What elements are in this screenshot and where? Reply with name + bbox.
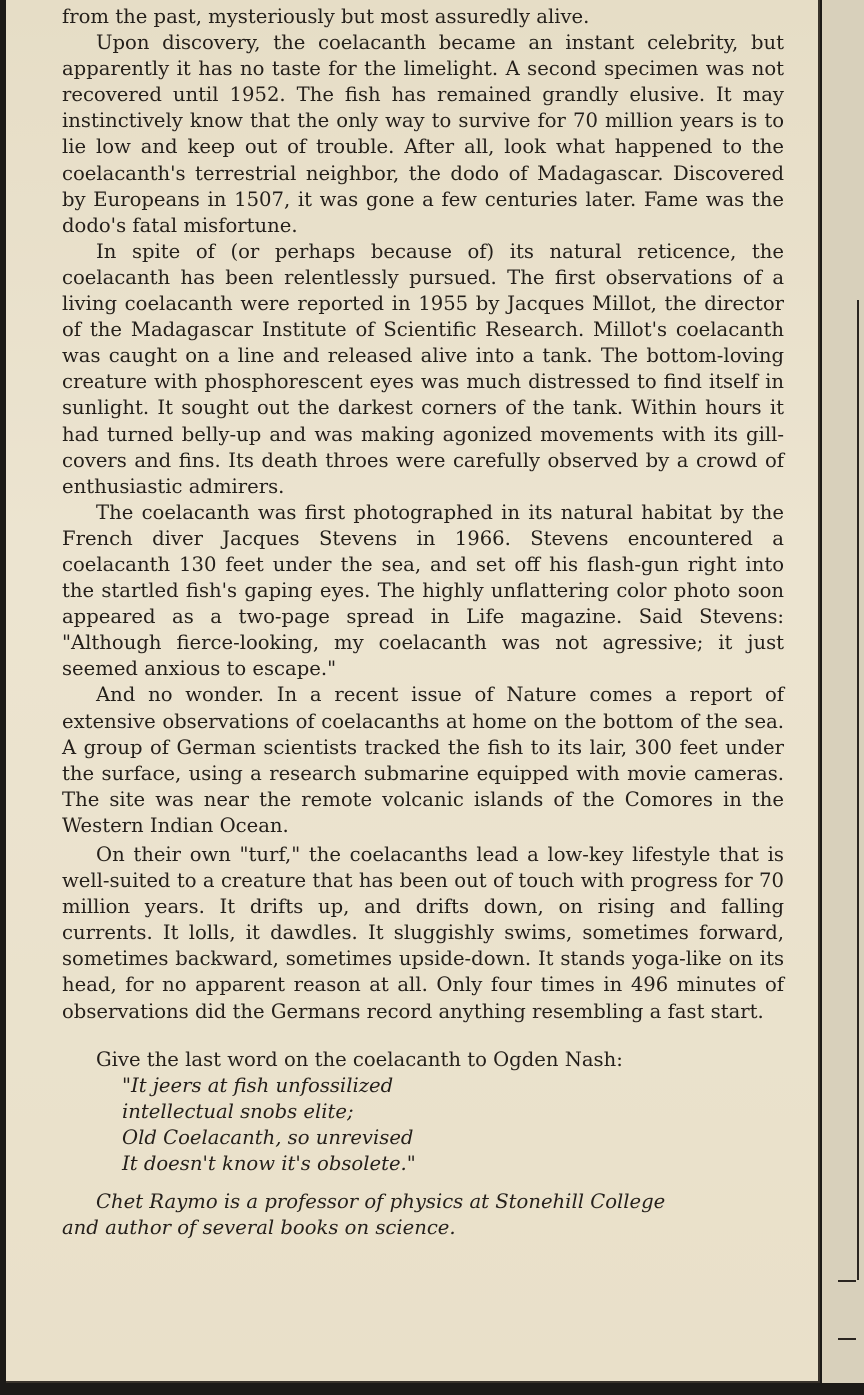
paragraph-pursued: In spite of (or perhaps because of) its natural reticence, the coelacanth has been relentlessly pursued. The first observations of a living coelacanth were reported in 1955 by Jacques Millot, the director of the Madagascar Institute of Scientific Research. Millot's coelacanth was caught on a line and released alive into a tank. The bottom-loving creature with phosphorescent eyes was much distressed to find itself in sunlight. It sought out the darkest corners of the tank. Within hours it had turned belly-up and was making agonized movements with its gill-covers and fins. Its death throes were carefully observed by a crowd of enthusiastic admirers. xyxy=(62,239,784,498)
article-body xyxy=(62,4,784,1241)
scan-background xyxy=(0,1383,864,1395)
poem-line: intellectual snobs elite; xyxy=(122,1099,354,1123)
column-rule xyxy=(857,300,859,1280)
poem-intro: Give the last word on the coelacanth to Ogden Nash: xyxy=(96,1047,623,1071)
paragraph-nature-report: And no wonder. In a recent issue of Nature comes a report of extensive observations of coelacanths at home on the bottom of the sea. A group of German scientists tracked the fish to its lair, 300 feet under the surface, using a research submarine equipped with movie cameras. The site was near the remote volcanic islands of the Comores in the Western Indian Ocean. xyxy=(62,683,784,837)
paragraph-lifestyle: On their own "turf," the coelacanths lead a low-key lifestyle that is well-suited to a creature that has been out of touch with progress for 70 million years. It drifts up, and drifts down, on rising and falling currents. It lolls, it dawdles. It sluggishly swims, sometimes forward, sometimes backward, sometimes upside-down. It stands yoga-like on its head, for no apparent reason at all. Only four times in 496 minutes of observations did the Germans record anything resembling a fast start. xyxy=(62,843,784,1023)
newspaper-clipping xyxy=(6,0,820,1383)
column-rule-mark xyxy=(838,1338,856,1340)
poem-line: It doesn't know it's obsolete." xyxy=(122,1152,416,1176)
paragraph-continued: from the past, mysteriously but most assuredly alive. xyxy=(62,5,590,28)
poem-line: "It jeers at fish unfossilized xyxy=(122,1073,394,1097)
byline-line-1: Chet Raymo is a professor of physics at Stonehill College xyxy=(96,1190,666,1214)
poem-line: Old Coelacanth, so unrevised xyxy=(122,1125,414,1149)
ogden-nash-poem xyxy=(96,1047,784,1177)
author-byline xyxy=(62,1189,784,1241)
paragraph-photographed: The coelacanth was first photographed in its natural habitat by the French diver Jacques Stevens in 1966. Stevens encountered a coelacanth 130 feet under the sea, and set off his flash-gun right into the startled fish's gaping eyes. The highly unflattering color photo soon appeared as a two-page spread in Life magazine. Said Stevens: "Although fierce-looking, my coelacanth was not agressive; it just seemed anxious to escape." xyxy=(62,500,784,681)
byline-line-2: and author of several books on science. xyxy=(62,1216,456,1240)
paragraph-discovery: Upon discovery, the coelacanth became an instant celebrity, but apparently it has no taste for the limelight. A second specimen was not recovered until 1952. The fish has remained grandly elusive. It may instinctively know that the only way to survive for 70 million years is to lie low and keep out of trouble. After all, look what happened to the coelacanth's terrestrial neighbor, the dodo of Madagascar. Discovered by Europeans in 1507, it was gone a few centuries later. Fame was the dodo's fatal misfortune. xyxy=(62,31,784,237)
column-rule-mark xyxy=(838,1280,856,1282)
